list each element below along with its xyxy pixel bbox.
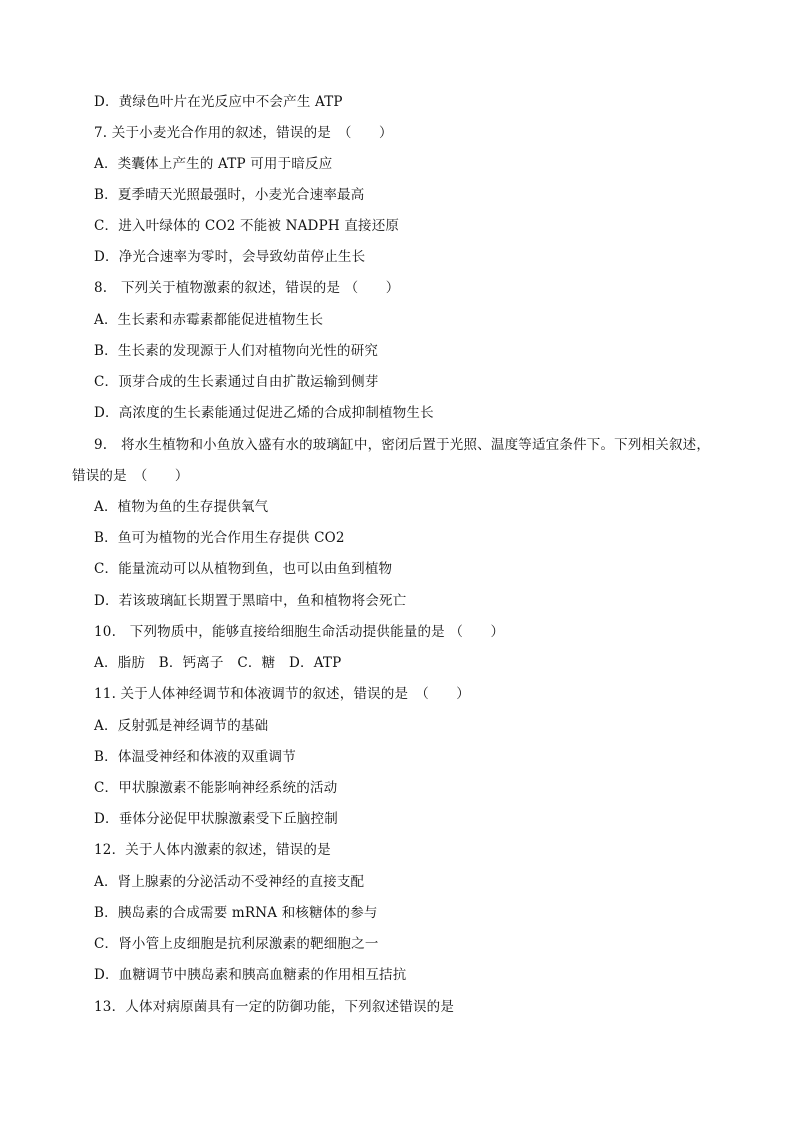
- q13-stem: 13．人体对病原菌具有一定的防御功能，下列叙述错误的是: [94, 999, 455, 1015]
- q9-stem: 9. 将水生植物和小鱼放入盛有水的玻璃缸中，密闭后置于光照、温度等适宜条件下。下列相关叙述，: [94, 437, 711, 453]
- q11-option-c: C．甲状腺激素不能影响神经系统的活动: [94, 780, 338, 796]
- q11-option-d: D．垂体分泌促甲状腺激素受下丘脑控制: [94, 811, 338, 827]
- q8-stem: 8. 下列关于植物激素的叙述，错误的是 （ ）: [94, 280, 400, 296]
- q7-stem: 7. 关于小麦光合作用的叙述，错误的是 （ ）: [94, 125, 393, 141]
- q12-option-d: D．血糖调节中胰岛素和胰高血糖素的作用相互拮抗: [94, 967, 407, 983]
- q9-option-c: C．能量流动可以从植物到鱼，也可以由鱼到植物: [94, 561, 393, 577]
- q12-option-a: A．肾上腺素的分泌活动不受神经的直接支配: [94, 874, 365, 890]
- q7-option-c: C．进入叶绿体的 CO2 不能被 NADPH 直接还原: [94, 218, 400, 234]
- q10-stem: 10. 下列物质中，能够直接给细胞生命活动提供能量的是 （ ）: [94, 624, 505, 640]
- q10-options: A．脂肪 B．钙离子 C．糖 D．ATP: [94, 655, 342, 671]
- q7-option-d: D．净光合速率为零时，会导致幼苗停止生长: [94, 249, 366, 265]
- q11-option-b: B．体温受神经和体液的双重调节: [94, 749, 296, 765]
- q7-option-b: B．夏季晴天光照最强时，小麦光合速率最高: [94, 187, 365, 203]
- q8-option-a: A．生长素和赤霉素都能促进植物生长: [94, 312, 324, 328]
- q9-option-b: B．鱼可为植物的光合作用生存提供 CO2: [94, 530, 345, 546]
- q12-stem: 12．关于人体内激素的叙述，错误的是: [94, 842, 331, 858]
- q12-option-c: C．肾小管上皮细胞是抗利尿激素的靶细胞之一: [94, 936, 379, 952]
- q9-stem-continued: 错误的是 （ ）: [72, 468, 189, 484]
- q8-option-d: D．高浓度的生长素能通过促进乙烯的合成抑制植物生长: [94, 405, 434, 421]
- q11-option-a: A．反射弧是神经调节的基础: [94, 718, 269, 734]
- q8-option-c: C．顶芽合成的生长素通过自由扩散运输到侧芽: [94, 374, 379, 390]
- q9-option-d: D．若该玻璃缸长期置于黑暗中，鱼和植物将会死亡: [94, 593, 407, 609]
- q9-option-a: A．植物为鱼的生存提供氧气: [94, 499, 269, 515]
- q7-option-a: A．类囊体上产生的 ATP 可用于暗反应: [94, 156, 333, 172]
- q11-stem: 11. 关于人体神经调节和体液调节的叙述，错误的是 （ ）: [94, 686, 471, 702]
- q12-option-b: B．胰岛素的合成需要 mRNA 和核糖体的参与: [94, 905, 378, 921]
- q8-option-b: B．生长素的发现源于人们对植物向光性的研究: [94, 343, 379, 359]
- q6-option-d: D．黄绿色叶片在光反应中不会产生 ATP: [94, 94, 343, 110]
